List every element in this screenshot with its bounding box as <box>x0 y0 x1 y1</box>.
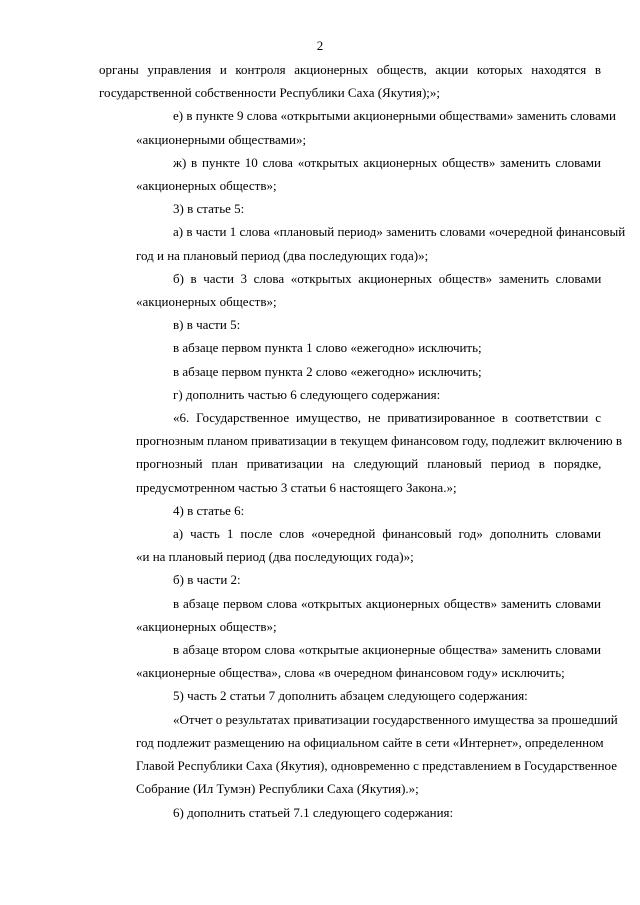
text-line: б) в части 2: <box>173 572 241 588</box>
paragraph <box>99 638 601 684</box>
text-line: 5) часть 2 статьи 7 дополнить абзацем следующего содержания: <box>173 688 528 704</box>
text-line: «акционерных обществ»; <box>136 294 277 310</box>
text-line: «Отчет о результатах приватизации государственного имущества за прошедший <box>173 711 618 727</box>
text-line: прогнозный план приватизации на следующий плановый период в порядке, <box>136 456 602 472</box>
text-line: «акционерных обществ»; <box>136 178 277 194</box>
text-line: год и на плановый период (два последующих года)»; <box>136 247 429 263</box>
text-line: год подлежит размещению на официальном сайте в сети «Интернет», определенном <box>136 734 604 750</box>
text-line: 3) в статье 5: <box>173 201 245 217</box>
paragraph <box>99 383 601 406</box>
paragraph <box>99 220 626 266</box>
text-line: 6) дополнить статьей 7.1 следующего содержания: <box>173 804 454 820</box>
text-line: в) в части 5: <box>173 317 241 333</box>
text-line: 4) в статье 6: <box>173 502 245 518</box>
text-line: в абзаце первом пункта 1 слово «ежегодно» исключить; <box>173 340 482 356</box>
text-line: «акционерных обществ»; <box>136 618 277 634</box>
paragraph <box>99 104 616 150</box>
paragraph <box>99 801 601 824</box>
text-line: «акционерные общества», слова «в очередном финансовом году» исключить; <box>136 665 565 681</box>
text-line: б) в части 3 слова «открытых акционерных обществ» заменить словами <box>173 270 602 286</box>
paragraph <box>99 360 601 383</box>
paragraph <box>99 197 601 220</box>
text-line: органы управления и контроля акционерных обществ, акции которых находятся в <box>99 62 601 77</box>
paragraph <box>99 313 601 336</box>
text-line: в абзаце первом слова «открытых акционерных обществ» заменить словами <box>173 595 601 611</box>
paragraph <box>99 267 601 313</box>
document-body <box>99 58 626 824</box>
text-line: в абзаце втором слова «открытые акционерные общества» заменить словами <box>173 642 601 658</box>
page-number: 2 <box>316 38 324 53</box>
paragraph <box>99 499 601 522</box>
text-line: а) в части 1 слова «плановый период» заменить словами «очередной финансовый <box>173 224 626 240</box>
paragraph <box>99 58 601 104</box>
paragraph <box>99 336 601 359</box>
paragraph <box>99 151 601 197</box>
text-line: «и на плановый период (два последующих года)»; <box>136 549 414 565</box>
text-line: Главой Республики Саха (Якутия), одновременно с представлением в Государственное <box>136 758 617 774</box>
text-line: ж) в пункте 10 слова «открытых акционерных обществ» заменить словами <box>173 154 601 170</box>
text-line: предусмотренном частью 3 статьи 6 настоящего Закона.»; <box>136 479 457 495</box>
text-line: прогнозным планом приватизации в текущем финансовом году, подлежит включению в <box>136 433 623 449</box>
paragraph <box>99 684 601 707</box>
paragraph <box>99 406 623 499</box>
text-line: а) часть 1 после слов «очередной финансовый год» дополнить словами <box>173 526 601 542</box>
text-line: г) дополнить частью 6 следующего содержания: <box>173 386 441 402</box>
paragraph <box>99 522 601 568</box>
text-line: в абзаце первом пункта 2 слово «ежегодно» исключить; <box>173 363 482 379</box>
text-line: е) в пункте 9 слова «открытыми акционерными обществами» заменить словами <box>173 108 616 124</box>
text-line: Собрание (Ил Тумэн) Республики Саха (Якутия).»; <box>136 781 419 797</box>
paragraph <box>99 568 601 591</box>
paragraph <box>99 708 618 801</box>
paragraph <box>99 592 601 638</box>
text-line: «акционерными обществами»; <box>136 131 307 147</box>
text-line: «6. Государственное имущество, не приватизированное в соответствии с <box>173 410 601 426</box>
text-line: государственной собственности Республики Саха (Якутия);»; <box>99 85 441 101</box>
